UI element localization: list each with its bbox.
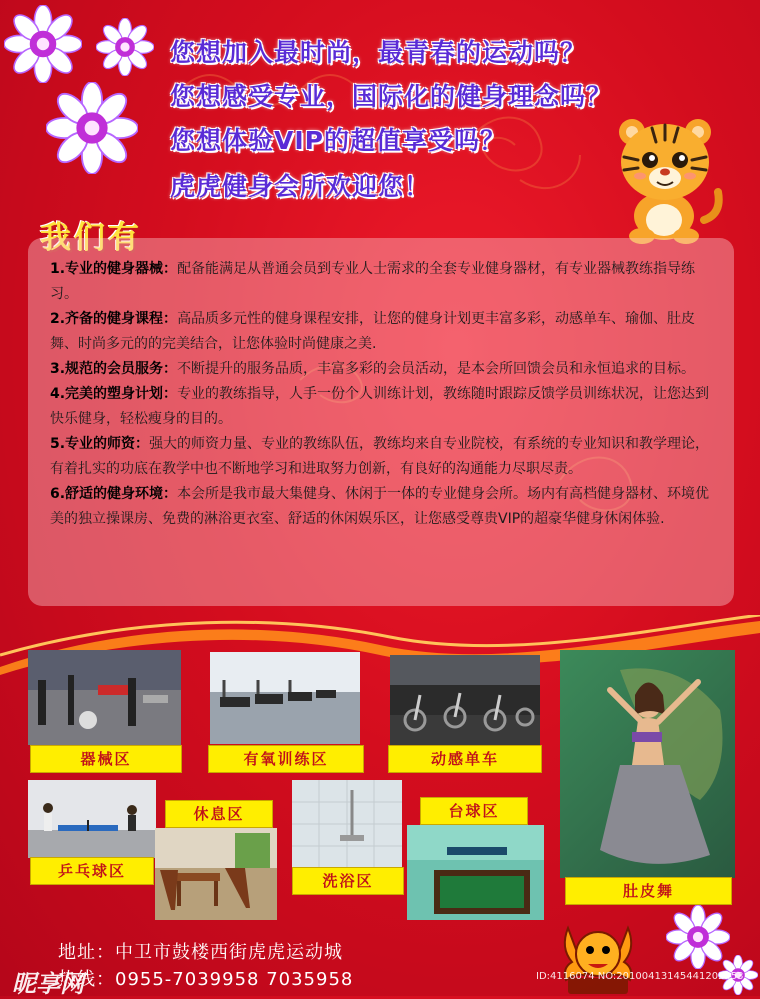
feature-item (50, 432, 720, 482)
feature-title: 5.专业的师资： (50, 436, 150, 452)
feature-text: 专业的教练指导，人手一份个人训练计划，教练随时跟踪反馈学员训练状况，让您达到快乐健身，轻松瘦身的目的。 (50, 386, 710, 427)
feature-title: 1.专业的健身器械： (50, 261, 178, 277)
feature-title: 2.齐备的健身课程： (50, 311, 178, 327)
headline-2: 您想感受专业，国际化的健身理念吗？ (170, 82, 613, 111)
zone-label-pingpong: 乒乓球区 (30, 857, 154, 885)
feature-item (50, 382, 720, 432)
zone-label-aerobic: 有氧训练区 (208, 745, 364, 773)
aerobic-photo (210, 652, 360, 744)
billiards-photo (407, 825, 544, 920)
zone-label-rest: 休息区 (165, 800, 273, 828)
feature-text: 不断提升的服务品质，丰富多彩的会员活动，是本会所回馈会员和永恒追求的目标。 (177, 361, 696, 377)
feature-text: 高品质多元性的健身课程安排，让您的健身计划更丰富多彩，动感单车、瑜伽、肚皮舞、时尚多元的的完美结合，让您体验时尚健康之美. (50, 311, 696, 352)
feature-item (50, 357, 720, 382)
headline-1: 您想加入最时尚，最青春的运动吗？ (170, 38, 587, 67)
feature-title: 4.完美的塑身计划： (50, 386, 178, 402)
shower-photo (292, 780, 402, 868)
zone-label-billiards: 台球区 (420, 797, 528, 825)
watermark-text: 昵享网 (12, 970, 84, 998)
flower-icon (96, 18, 154, 76)
feature-text: 本会所是我市最大集健身、休闲于一体的专业健身会所。场内有高档健身器材、环境优美的独立操课房、免费的淋浴更衣室、舒适的休闲娱乐区，让您感受尊贵VIP的超豪华健身休闲体验. (50, 486, 710, 527)
pingpong-photo (28, 780, 156, 858)
address-text: 地址：中卫市鼓楼西街虎虎运动城 (58, 942, 343, 963)
flower-icon (46, 82, 138, 174)
feature-item (50, 307, 720, 357)
feature-title: 6.舒适的健身环境： (50, 486, 178, 502)
headline-3: 您想体验VIP的超值享受吗？ (170, 126, 506, 155)
spinning-photo (390, 655, 540, 747)
flower-icon (4, 5, 82, 83)
tiger-mascot-icon (612, 112, 724, 244)
image-id-text: ID:4116074 NO:20100413145441202453 (536, 971, 744, 982)
phone-text: 热线：0955-7039958 7035958 (58, 969, 354, 990)
zone-label-spinning: 动感单车 (388, 745, 542, 773)
features-list (50, 257, 720, 532)
feature-title: 3.规范的会员服务： (50, 361, 178, 377)
feature-text: 强大的师资力量、专业的教练队伍，教练均来自专业院校，有系统的专业知识和教学理论，有着扎实的功底在教学中也不断地学习和进取努力创新，有良好的沟通能力尽职尽责。 (50, 436, 710, 477)
feature-item (50, 482, 720, 532)
zone-label-bellydance: 肚皮舞 (565, 877, 732, 905)
rest-photo (155, 828, 277, 920)
zone-label-shower: 洗浴区 (292, 867, 404, 895)
feature-item (50, 257, 720, 307)
zone-label-equipment: 器械区 (30, 745, 182, 773)
feature-text: 配备能满足从普通会员到专业人士需求的全套专业健身器材，有专业器械教练指导练习。 (50, 261, 696, 302)
tiger-logo-icon (558, 918, 638, 996)
headline-4: 虎虎健身会所欢迎您！ (170, 172, 431, 201)
equipment-photo (28, 650, 181, 745)
bellydance-photo (560, 650, 735, 878)
section-title: 我们有 (40, 220, 142, 256)
